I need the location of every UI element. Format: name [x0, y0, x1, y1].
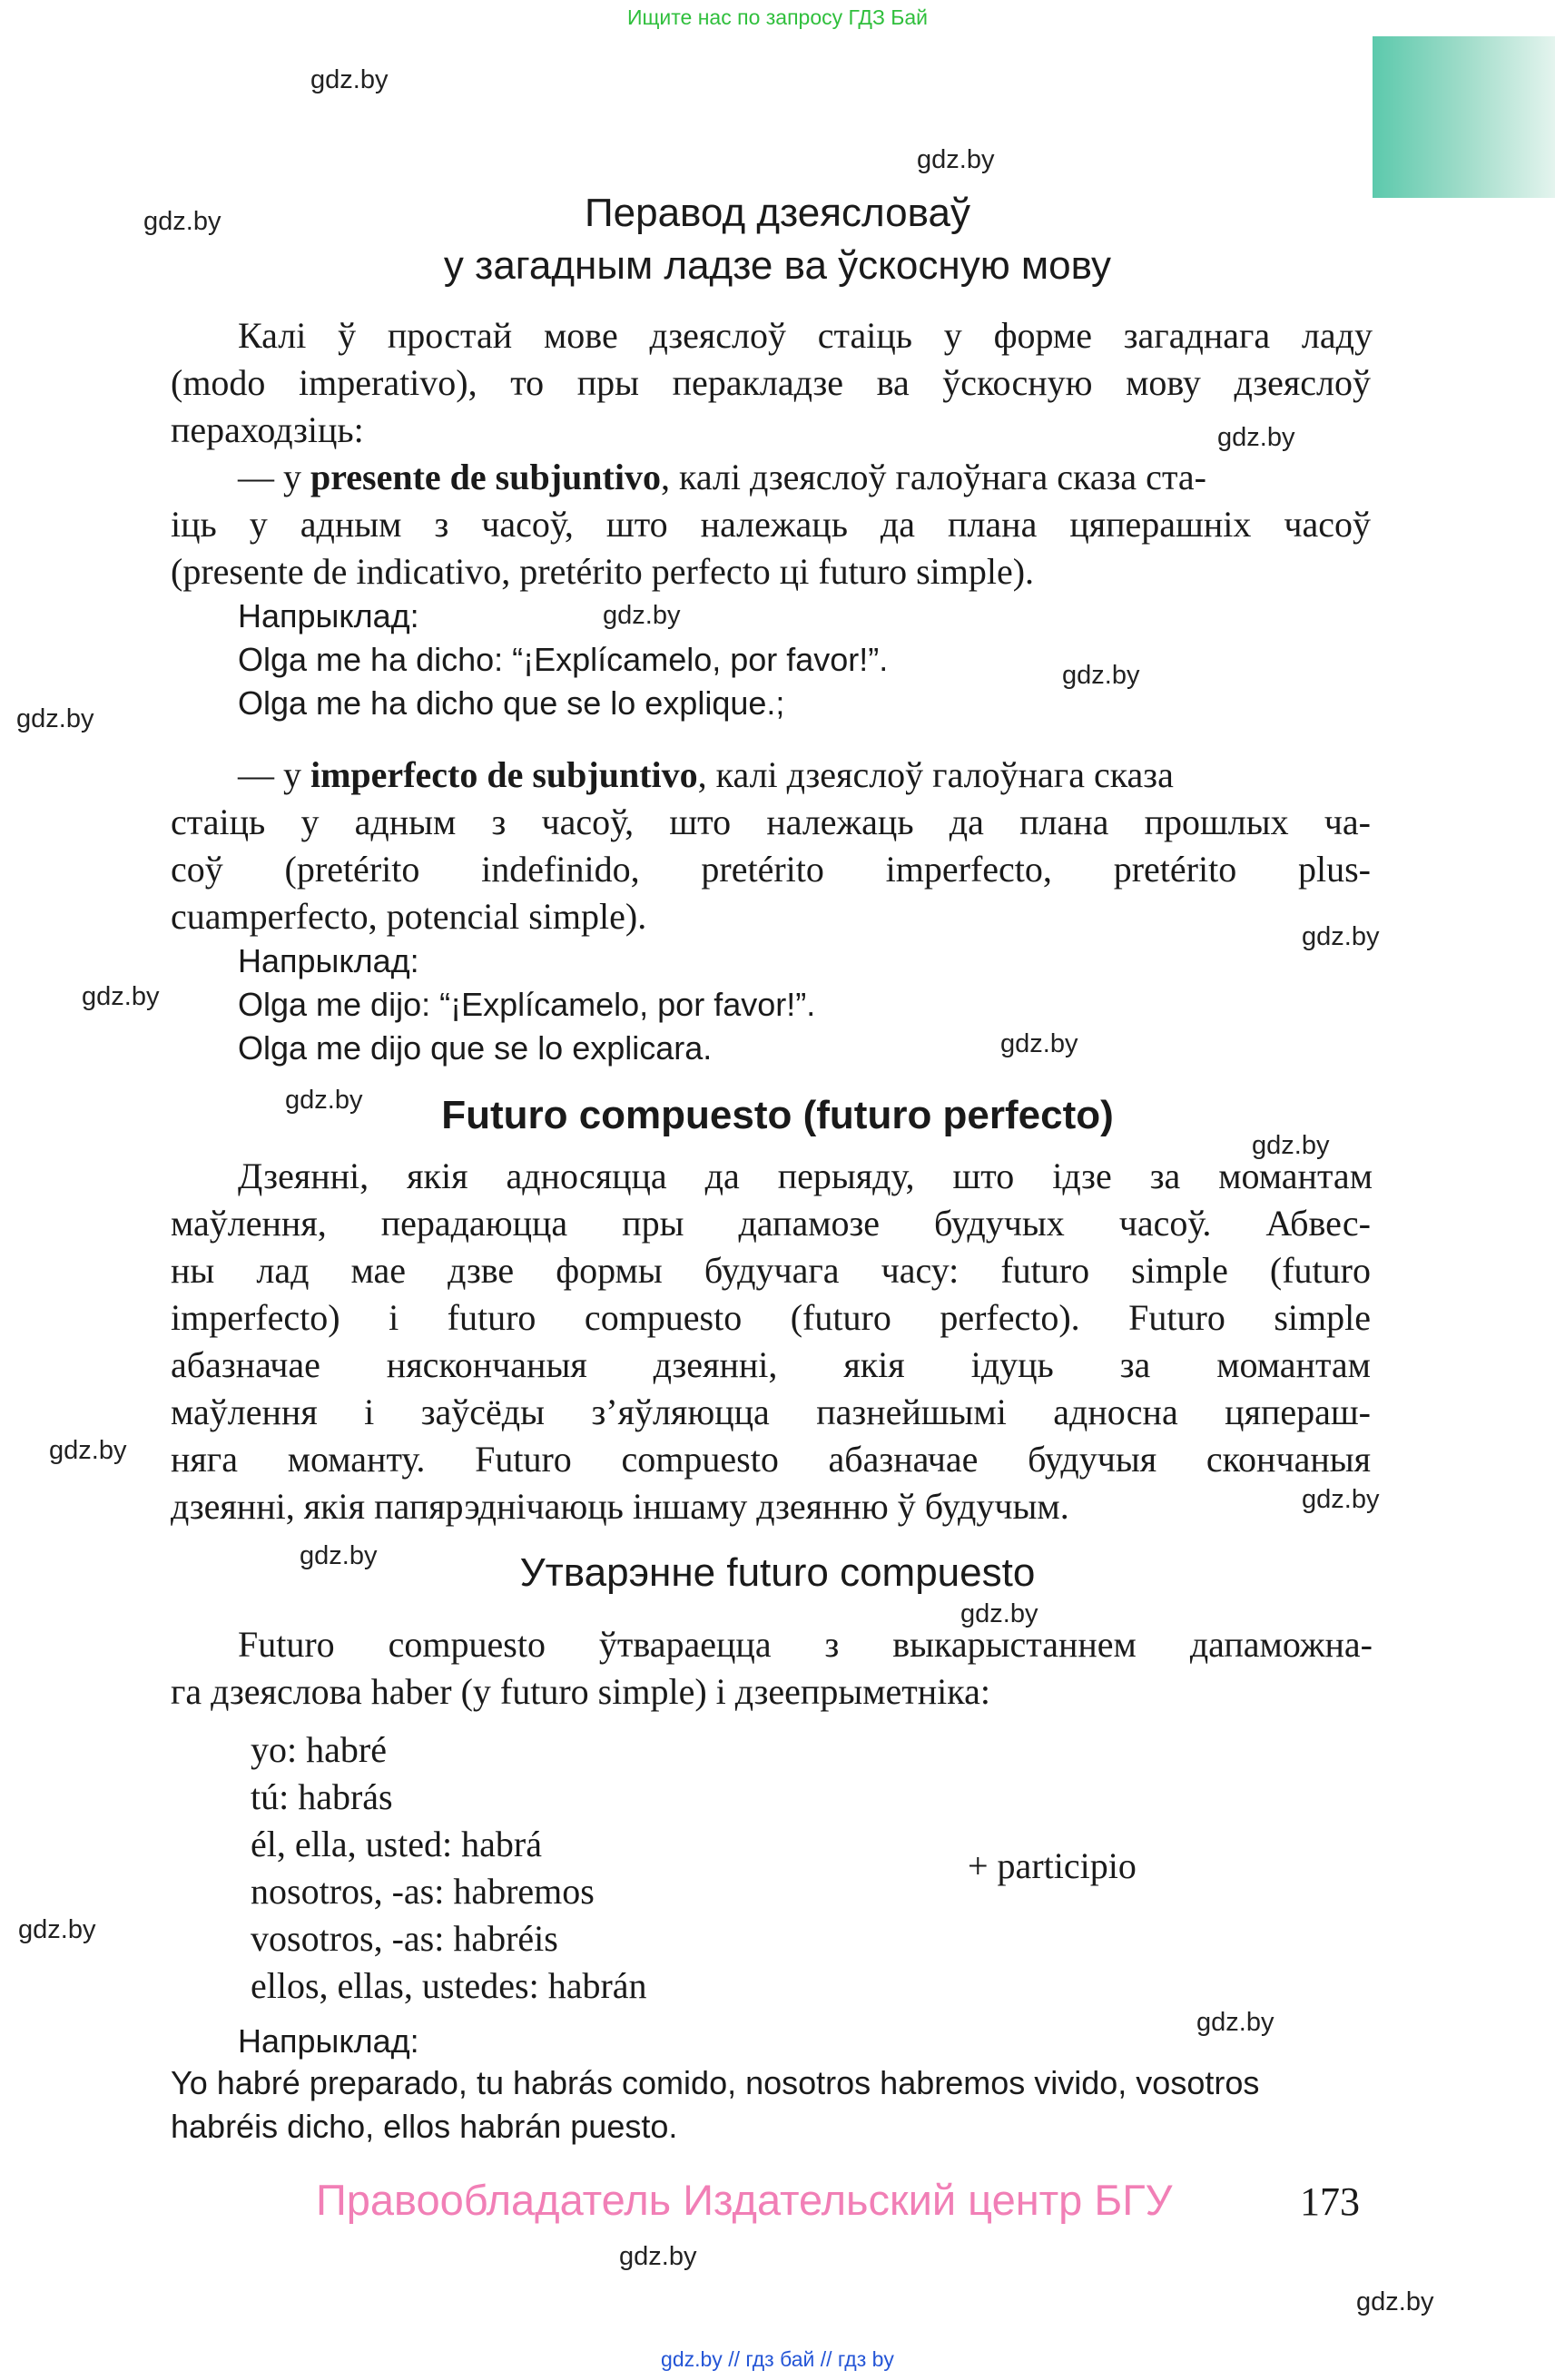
- watermark: gdz.by: [619, 2242, 697, 2271]
- copyright-owner: Правообладатель Издательский центр БГУ: [316, 2176, 1173, 2224]
- example-label: Напрыклад:: [238, 597, 419, 634]
- paragraph-line: imperfecto) і futuro compuesto (futuro perfecto). Futuro simple: [171, 1297, 1371, 1338]
- paragraph-line: пераходзіць:: [171, 409, 364, 450]
- paragraph-line: абазначае няскончаныя дзеянні, якія ідуць за момантам: [171, 1344, 1371, 1385]
- conjugation-nosotros: nosotros, -as: habremos: [251, 1871, 595, 1912]
- plus-participio: + participio: [968, 1845, 1137, 1886]
- conjugation-tu: tú: habrás: [251, 1776, 393, 1817]
- paragraph-line: Калі ў простай мове дзеяслоў стаіць у форме загаднага ладу: [238, 315, 1373, 356]
- page-number: 173: [1300, 2179, 1360, 2224]
- example-line: Olga me ha dicho que se lo explique.;: [238, 684, 785, 722]
- paragraph-line: соў (pretérito indefinido, pretérito imperfecto, pretérito plus-: [171, 849, 1371, 890]
- example-line: Olga me dijo que se lo explicara.: [238, 1029, 713, 1067]
- conjugation-el: él, ella, usted: habrá: [251, 1824, 542, 1864]
- watermark: gdz.by: [960, 1599, 1038, 1628]
- watermark: gdz.by: [917, 145, 995, 174]
- section-title-utvarenne: Утварэнне futuro compuesto: [519, 1550, 1036, 1595]
- watermark: gdz.by: [1356, 2287, 1434, 2316]
- paragraph-line: га дзеяслова haber (у futuro simple) і дзеепрыметніка:: [171, 1671, 990, 1712]
- paragraph-line: cuamperfecto, potencial simple).: [171, 896, 647, 937]
- watermark: gdz.by: [300, 1541, 378, 1570]
- section-title-futuro-compuesto: Futuro compuesto (futuro perfecto): [441, 1093, 1114, 1137]
- watermark: gdz.by: [285, 1086, 363, 1115]
- paragraph-line: няга моманту. Futuro compuesto абазначае будучыя скончаныя: [171, 1439, 1371, 1480]
- example-label: Напрыклад:: [238, 2022, 419, 2060]
- watermark: gdz.by: [1217, 423, 1295, 452]
- watermark: gdz.by: [49, 1436, 127, 1465]
- paragraph-line: маўлення, перадаюцца пры дапамозе будучых часоў. Абвес-: [171, 1203, 1371, 1244]
- bottom-links[interactable]: gdz.by // гдз бай // гдз by: [661, 2347, 894, 2371]
- watermark: gdz.by: [310, 65, 389, 94]
- top-banner[interactable]: Ищите нас по запросу ГДЗ Бай: [626, 5, 929, 29]
- section-title-line1: Перавод дзеясловаў: [585, 191, 970, 235]
- example-label: Напрыклад:: [238, 942, 419, 979]
- conjugation-ellos: ellos, ellas, ustedes: habrán: [251, 1965, 647, 2006]
- watermark: gdz.by: [1252, 1131, 1330, 1160]
- paragraph-line: Futuro compuesto ўтвараецца з выкарыстаннем дапаможна-: [238, 1624, 1373, 1665]
- watermark: gdz.by: [1302, 922, 1380, 951]
- watermark: gdz.by: [1302, 1485, 1380, 1514]
- watermark: gdz.by: [16, 704, 94, 733]
- paragraph-line: (modo imperativo), то пры перакладзе ва ўскосную мову дзеяслоў: [171, 362, 1371, 403]
- paragraph-line: дзеянні, якія папярэднічаюць іншаму дзеянню ў будучым.: [171, 1486, 1069, 1527]
- paragraph-line: маўлення і заўсёды з’яўляюцца пазнейшымі адносна цяпераш-: [171, 1392, 1371, 1432]
- case2-line1: — у imperfecto de subjuntivo, калі дзеяслоў галоўнага сказа: [238, 754, 1174, 795]
- term-imperfecto-de-subjuntivo: imperfecto de subjuntivo: [310, 754, 698, 795]
- example-line: Yo habré preparado, tu habrás comido, nosotros habremos vivido, vosotros: [171, 2064, 1260, 2101]
- term-presente-de-subjuntivo: presente de subjuntivo: [310, 457, 661, 497]
- watermark: gdz.by: [603, 601, 681, 630]
- watermark: gdz.by: [1196, 2008, 1275, 2037]
- paragraph-line: Дзеянні, якія адносяцца да перыяду, што ідзе за момантам: [238, 1156, 1373, 1196]
- paragraph-line: (presente de indicativo, pretérito perfecto ці futuro simple).: [171, 551, 1035, 592]
- example-line: Olga me dijo: “¡Explícamelo, por favor!”.: [238, 986, 816, 1023]
- paragraph-line: іць у адным з часоў, што належаць да плана цяперашніх часоў: [171, 504, 1371, 545]
- watermark: gdz.by: [18, 1915, 96, 1944]
- conjugation-vosotros: vosotros, -as: habréis: [251, 1918, 558, 1959]
- corner-decoration: [1373, 36, 1555, 198]
- paragraph-line: ны лад мае дзве формы будучага часу: futuro simple (futuro: [171, 1250, 1371, 1291]
- watermark: gdz.by: [143, 207, 221, 236]
- watermark: gdz.by: [1000, 1029, 1078, 1058]
- conjugation-yo: yo: habré: [251, 1729, 387, 1770]
- example-line: habréis dicho, ellos habrán puesto.: [171, 2108, 678, 2145]
- watermark: gdz.by: [1062, 661, 1140, 690]
- example-line: Olga me ha dicho: “¡Explícamelo, por favor!”.: [238, 641, 889, 678]
- paragraph-line: стаіць у адным з часоў, што належаць да плана прошлых ча-: [171, 802, 1371, 842]
- section-title-line2: у загадным ладзе ва ўскосную мову: [443, 243, 1112, 288]
- case1-line1: — у presente de subjuntivo, калі дзеяслоў галоўнага сказа ста-: [238, 457, 1206, 497]
- watermark: gdz.by: [82, 982, 160, 1011]
